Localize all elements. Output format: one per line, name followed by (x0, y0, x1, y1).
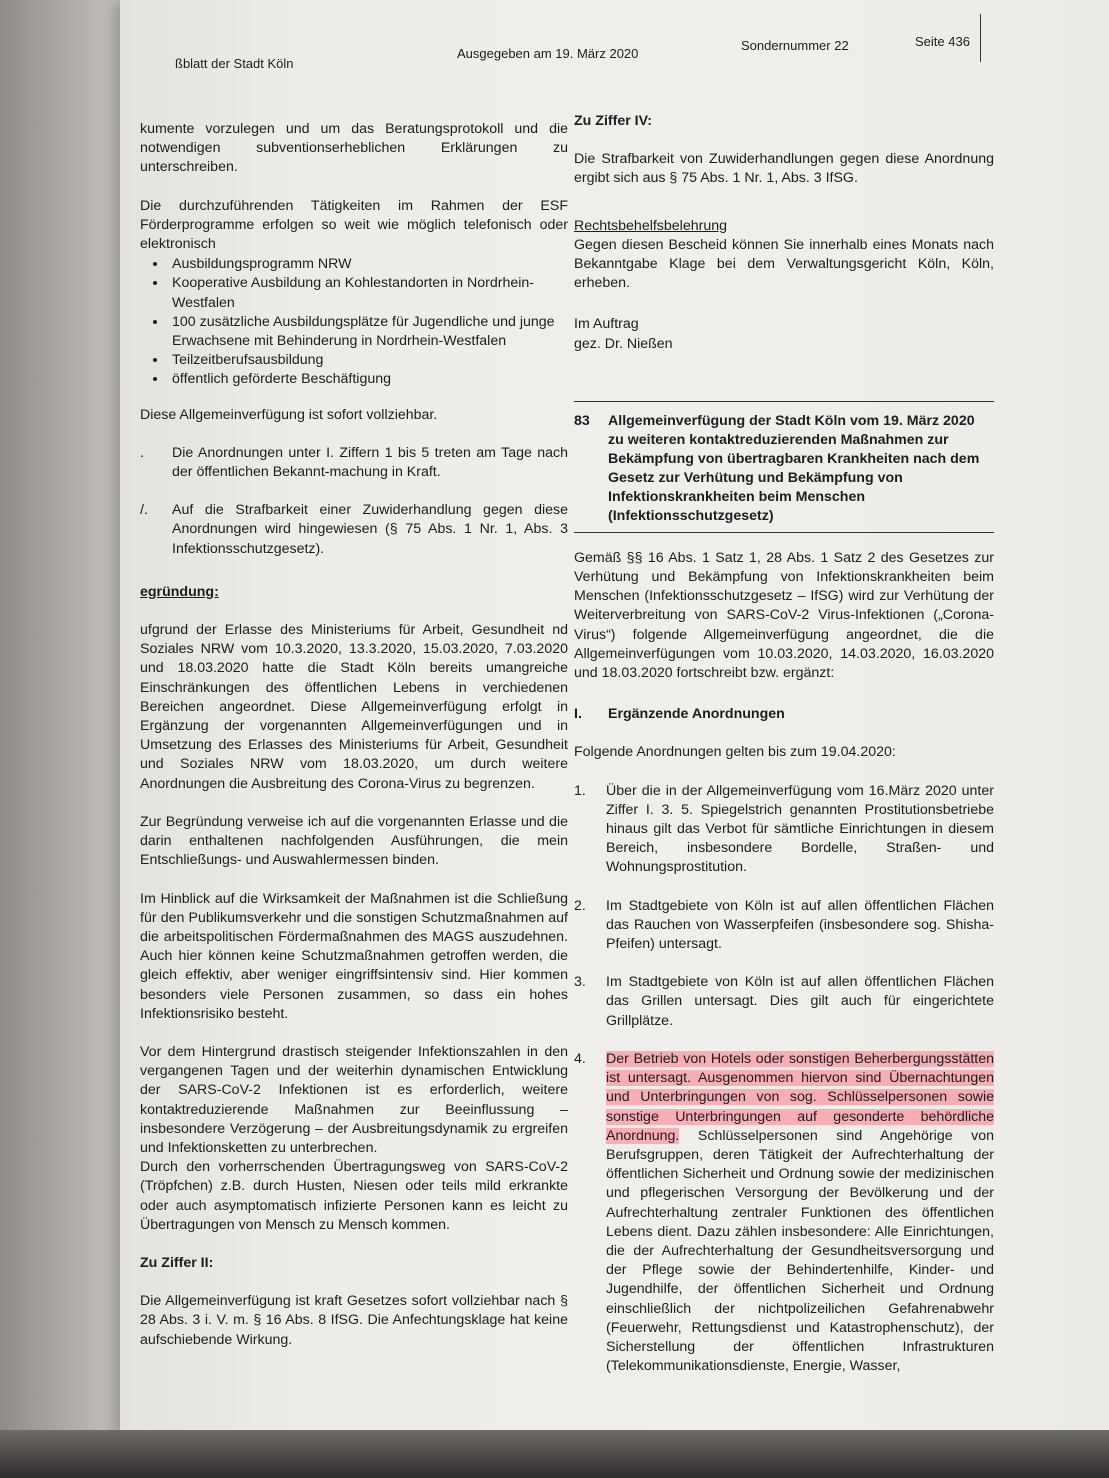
paragraph: Die durchzuführenden Tätigkeiten im Rahmen der ESF Förderprogramme erfolgen so weit wie möglich telefonisch oder elektronisch (140, 197, 568, 253)
item-text-rest: Schlüsselpersonen sind Angehörige von Berufsgruppen, deren Tätigkeit der Aufrechterhaltung der öffentlichen Sicherheit und Ordnung sowie der medizinischen und pflegerischen Versorgung der Bevölkerung und der Aufrechterhaltung zentraler Funktionen des öffentlichen Lebens dient. Dazu zählen insbesondere: Alle Einrichtungen, die der Aufrechterhaltung der Gesundheitsversorgung und der Pflege sowie der Behindertenhilfe, Kinder- und Jugendhilfe, der öffentlichen Sicherheit und Ordnung einschließlich der nichtpolizeilichen Gefahrenabwehr (Feuerwehr, Rettungsdienst und Katastrophenschutz), der Sicherstellung der öffentlichen Infrastrukturen (Telekommunikationsdienste, Energie, Wasser, (606, 1127, 994, 1375)
program-list (140, 255, 568, 389)
background-bottom (0, 1430, 1109, 1478)
paragraph: ufgrund der Erlasse des Ministeriums für Arbeit, Gesundheit nd Soziales NRW vom 10.3.2020, 13.3.2020, 15.03.2020, 7.03.2020 und 18.03.2020 hatte die Stadt Köln bereits umangreiche Einschränkungen des öffentlichen Lebens in verchiedenen Bereichen angeordnet. Diese Allgemeinverfügung erfolgt in Ergänzung der vorgenannten Allgemeinverfügungen und in Umsetzung des Erlasses des Ministeriums für Arbeit, Gesundheit und Soziales NRW vom 18.03.2020, um durch weitere Anordnungen die Ausbreitung des Corona-Virus zu begrenzen. (140, 622, 568, 792)
paragraph: Im Hinblick auf die Wirksamkeit der Maßnahmen ist die Schließung für den Publikumsverkehr und die sonstigen Schutzmaßnahmen auf die arbeitspolitischen Fördermaßnahmen des MAGS auszudehnen. Auch hier können keine Schutzmaßnahmen getroffen werden, die gleich effektiv, aber weniger eingriffsintensiv sind. Hier kommen besonders viele Personen zusammen, so dass ein hohes Infektionsrisiko besteht. (140, 890, 568, 1022)
paragraph: Die Strafbarkeit von Zuwiderhandlungen gegen diese Anordnung ergibt sich aus § 75 Abs. 1 Nr. 1, Abs. 3 IfSG. (574, 151, 994, 187)
paragraph: Durch den vorherrschenden Übertragungsweg von SARS-CoV-2 (Tröpfchen) z.B. durch Husten, Niesen oder teils mild erkrankte oder auch asymptomatisch infizierte Personen kann es leicht zu Übertragungen von Mensch zu Mensch kommen. (140, 1159, 568, 1233)
order-item-3 (574, 973, 994, 1031)
item-text: Im Stadtgebiete von Köln ist auf allen öffentlichen Flächen das Rauchen von Wasserpfeifen (insbesondere sog. Shisha-Pfeifen) untersagt. (606, 897, 994, 953)
order-item-4 (574, 1050, 994, 1376)
lead-paragraph: Folgende Anordnungen gelten bis zum 19.04.2020: (574, 744, 896, 761)
order-item-1 (574, 782, 994, 878)
page-header (175, 28, 985, 72)
list-item: • 100 zusätzliche Ausbildungsplätze für Jugendliche und junge Erwachsene mit Behinderung in Nordrhein-Westfalen (168, 313, 568, 351)
item-number: 3. (574, 974, 586, 991)
item-text: Die Anordnungen unter I. Ziffern 1 bis 5 treten am Tage nach der öffentlichen Bekannt-machung in Kraft. (172, 444, 568, 481)
list-item: • öffentlich geförderte Beschäftigung (168, 370, 568, 389)
paragraph: Gegen diesen Bescheid können Sie innerhalb eines Monats nach Bekanntgabe Klage bei dem Verwaltungsgericht Köln, Köln, erheben. (574, 236, 994, 292)
auftrag-line: Im Auftrag (574, 316, 639, 333)
item-text: Auf die Strafbarkeit einer Zuwiderhandlung gegen diese Anordnungen wird hingewiesen (§ 75 Abs. 1 Nr. 1, Abs. 3 Infektionsschutzgesetz). (172, 502, 568, 557)
order-item-2 (574, 897, 994, 955)
section-number: 83 (574, 412, 590, 429)
item-number: 2. (574, 897, 586, 914)
header-publication: ßblatt der Stadt Köln (175, 56, 294, 71)
header-page-number: Seite 436 (915, 34, 970, 49)
list-item: • Kooperative Ausbildung an Kohlestandorten in Nordrhein- Westfalen (168, 274, 568, 312)
signature-line: gez. Dr. Nießen (574, 335, 673, 352)
highlighted-text: Der Betrieb von Hotels oder sonstigen Beherbergungsstätten ist untersagt. Ausgenommen hiervon sind Übernachtungen und Unterbringungen von sog. Schlüsselpersonen sowie sonstige Unterbringungen auf gesonderte behördliche Anordnung. (606, 1050, 994, 1144)
intro-paragraph: Gemäß §§ 16 Abs. 1 Satz 1, 28 Abs. 1 Satz 2 des Gesetzes zur Verhütung und Bekämpfung von Infektionskrankheiten beim Menschen (Infektionsschutzgesetz – IfSG) wird zur Verhütung der Weiterverbreitung von SARS-CoV-2 Virus-Infektionen („Corona-Virus“) folgende Allgemeinverfügung angeordnet, die die Allgemeinverfügungen vom 10.03.2020, 14.03.2020, 16.03.2020 und 18.03.2020 fortschreibt bzw. ergänzt: (574, 549, 994, 682)
ziffer-2-heading: Zu Ziffer II: (140, 1254, 214, 1271)
item-text: Im Stadtgebiete von Köln ist auf allen öffentlichen Flächen das Grillen untersagt. Dies gilt auch für eingerichtete Grillplätze. (606, 974, 994, 1029)
paragraph: Die Allgemeinverfügung ist kraft Gesetzes sofort vollziehbar nach § 28 Abs. 3 i. V. m. § 16 Abs. 8 IfSG. Die Anfechtungsklage hat keine aufschiebende Wirkung. (140, 1293, 568, 1348)
item-number: 1. (574, 782, 586, 799)
item-marker: /. (140, 502, 148, 519)
numbered-item (140, 501, 568, 559)
item-text: Über die in der Allgemeinverfügung vom 16.März 2020 unter Ziffer I. 3. 5. Spiegelstrich genannten Prostitutionsbetriebe hinaus gilt das Verbot für sämtliche Einrichtungen in diesem Bereich, insbesondere Bordelle, Straßen- und Wohnungsprostitution. (606, 782, 994, 876)
right-column (574, 112, 994, 1395)
header-rule (980, 14, 981, 62)
section-title-box (574, 401, 994, 533)
ziffer-4-heading: Zu Ziffer IV: (574, 113, 653, 129)
part-number: I. (574, 706, 582, 723)
item-marker: . (140, 444, 144, 461)
item-text (606, 1050, 994, 1376)
numbered-item (140, 444, 568, 482)
list-item: • Ausbildungsprogramm NRW (168, 255, 568, 274)
begruendung-heading: egründung: (140, 583, 219, 600)
header-issued-date: Ausgegeben am 19. März 2020 (457, 46, 639, 61)
left-column (140, 120, 568, 1369)
part-title: Ergänzende Anordnungen (608, 706, 785, 723)
paragraph: Vor dem Hintergrund drastisch steigender Infektionszahlen in den vergangenen Tagen und der weiterhin dynamischen Entwicklung der SARS-CoV-2 Infektionen ist es erforderlich, weitere kontaktreduzierende Maßnahmen zur Beeinflussung – insbesondere Verzögerung – der Ausbreitungsdynamik zu ergreifen und Infektionsketten zu unterbrechen. (140, 1043, 568, 1156)
header-special-number: Sondernummer 22 (741, 38, 849, 53)
item-number: 4. (574, 1050, 586, 1067)
section-title: Allgemeinverfügung der Stadt Köln vom 19. März 2020 zu weiteren kontaktreduzierenden Maßnahmen zur Bekämpfung von übertragbaren Krankheiten nach dem Gesetz zur Verhütung und Bekämpfung von Infektionskrankheiten beim Menschen (Infektionsschutzgesetz) (608, 412, 980, 524)
list-item: • Teilzeitberufsausbildung (168, 351, 568, 370)
paragraph: kumente vorzulegen und um das Beratungsprotokoll und die notwendigen subventionserheblichen Erklärungen zu unterschreiben. (140, 121, 568, 176)
rechtsbehelf-heading: Rechtsbehelfsbelehrung (574, 217, 728, 234)
paragraph: Zur Begründung verweise ich auf die vorgenannten Erlasse und die darin enthaltenen nachfolgenden Ausführungen, die mein Entschließungs- und Auswahlermessen binden. (140, 813, 568, 869)
part-heading (574, 705, 994, 724)
paragraph: Diese Allgemeinverfügung ist sofort vollziehbar. (140, 406, 438, 423)
